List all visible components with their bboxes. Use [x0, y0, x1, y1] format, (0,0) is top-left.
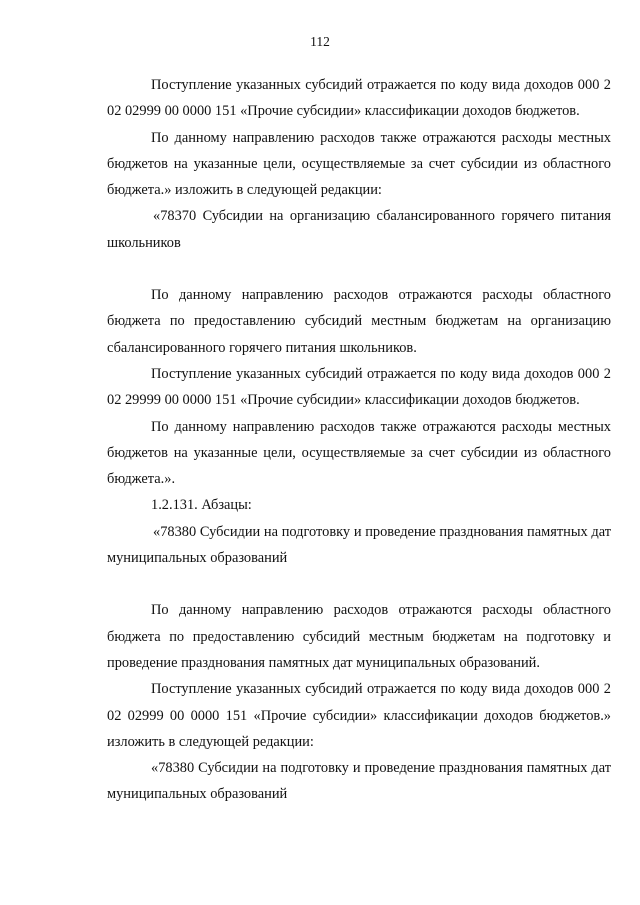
paragraph-code-78380-title: «78380 Субсидии на подготовку и проведение празднования памятных дат муниципальных образований — [107, 523, 611, 567]
paragraph-regional-budget-expenses-dates: По данному направлению расходов отражаются расходы областного бюджета по предоставлению субсидий местным бюджетам на подготовку и проведение празднования памятных дат муниципальных образований. — [107, 602, 611, 671]
paragraph-code-78370-title: «78370 Субсидии на организацию сбалансированного горячего питания школьников — [107, 208, 611, 251]
paragraph-income-code-02999-second: Поступление указанных субсидий отражается по коду вида доходов 000 2 02 02999 00 0000 151 «Прочие субсидии» классификации доходов бюджетов.» изложить в следующей редакции: — [107, 681, 611, 750]
paragraph-local-budget-expenses: По данному направлению расходов также отражаются расходы местных бюджетов на указанные цели, осуществляемые за счет субсидии из областного бюджета.» изложить в следующей редакции: — [107, 129, 611, 199]
page-number: 112 — [310, 34, 330, 49]
paragraph-section-1-2-131: 1.2.131. Абзацы: — [151, 497, 252, 514]
paragraph-local-budget-expenses-end: По данному направлению расходов также отражаются расходы местных бюджетов на указанные цели, осуществляемые за счет субсидии из областного бюджета.». — [107, 418, 611, 488]
paragraph-income-code-29999: Поступление указанных субсидий отражается по коду вида доходов 000 2 02 29999 00 0000 151 «Прочие субсидии» классификации доходов бюджетов. — [107, 365, 611, 409]
paragraph-income-code-02999: Поступление указанных субсидий отражается по коду вида доходов 000 2 02 02999 00 0000 151 «Прочие субсидии» классификации доходов бюджетов. — [107, 77, 611, 120]
paragraph-regional-budget-expenses-meals: По данному направлению расходов отражаются расходы областного бюджета по предоставлению субсидий местным бюджетам на организацию сбалансированного горячего питания школьников. — [107, 287, 611, 356]
document-body — [107, 72, 611, 808]
paragraph-code-78380-title-new: «78380 Субсидии на подготовку и проведение празднования памятных дат муниципальных образований — [107, 760, 611, 803]
